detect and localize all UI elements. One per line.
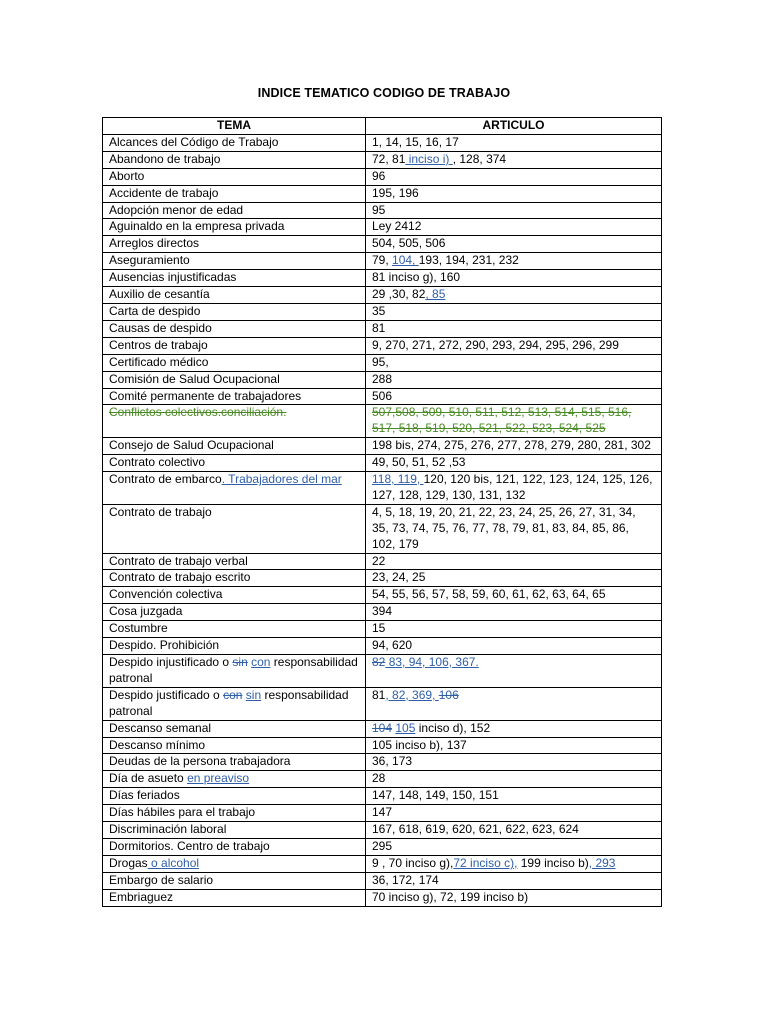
- tema-cell: [103, 320, 366, 337]
- header-row: [103, 118, 662, 135]
- cell-text: Dormitorios. Centro de trabajo: [109, 838, 270, 853]
- cell-text: Adopción menor de edad: [109, 202, 244, 217]
- table-body: [103, 134, 662, 906]
- cell-text: Despido. Prohibición: [109, 638, 220, 653]
- articulo-cell: [366, 303, 662, 320]
- cell-text: 147: [372, 805, 393, 820]
- cell-text: 94, 620: [372, 638, 413, 653]
- cell-text: , 128, 374: [452, 151, 507, 166]
- cell-text: Costumbre: [109, 621, 168, 636]
- cell-text: 198 bis, 274, 275, 276, 277, 278, 279, 280, 281, 302: [372, 438, 651, 453]
- cell-text: inciso d), 152: [415, 720, 491, 735]
- inserted-text: 72 inciso c),: [453, 855, 518, 870]
- cell-text: 95: [372, 202, 386, 217]
- table-row: [103, 855, 662, 872]
- cell-text: Contrato de trabajo escrito: [109, 570, 251, 585]
- cell-text: Accidente de trabajo: [109, 185, 219, 200]
- tema-cell: [103, 270, 366, 287]
- tema-cell: [103, 788, 366, 805]
- articulo-cell: [366, 788, 662, 805]
- inserted-text: 104,: [392, 253, 419, 268]
- deleted-text: con: [223, 687, 243, 702]
- tema-cell: [103, 236, 366, 253]
- articulo-cell: [366, 455, 662, 472]
- tema-cell: [103, 472, 366, 505]
- cell-text: Contrato de embarco: [109, 472, 222, 487]
- articulo-cell: [366, 236, 662, 253]
- tema-cell: [103, 388, 366, 405]
- table-row: [103, 168, 662, 185]
- articulo-cell: [366, 638, 662, 655]
- inserted-text: 83, 94, 106, 367.: [385, 655, 479, 669]
- table-row: [103, 838, 662, 855]
- articulo-cell: [366, 371, 662, 388]
- articulo-cell: [366, 388, 662, 405]
- articulo-cell: [366, 320, 662, 337]
- articulo-cell: [366, 655, 662, 688]
- tema-cell: [103, 287, 366, 304]
- cell-text: Ausencias injustificadas: [109, 270, 237, 285]
- cell-text: 147, 148, 149, 150, 151: [372, 788, 499, 803]
- cell-text: Causas de despido: [109, 320, 212, 335]
- articulo-cell: [366, 151, 662, 168]
- table-row: [103, 754, 662, 771]
- cell-text: 72, 81: [372, 151, 406, 166]
- table-row: [103, 720, 662, 737]
- tema-cell: [103, 337, 366, 354]
- table-row: [103, 253, 662, 270]
- cell-text: 70 inciso g), 72, 199 inciso b): [372, 889, 529, 904]
- cell-text: Descanso semanal: [109, 720, 212, 735]
- inserted-text: con: [251, 655, 271, 669]
- cell-text: 28: [372, 771, 386, 786]
- table-row: [103, 638, 662, 655]
- tema-cell: [103, 405, 366, 438]
- articulo-cell: [366, 754, 662, 771]
- deleted-text: Conflictos colectivos.conciliación.: [109, 405, 287, 420]
- tema-cell: [103, 455, 366, 472]
- cell-text: 288: [372, 371, 393, 386]
- articulo-cell: [366, 472, 662, 505]
- cell-text: Aborto: [109, 168, 145, 183]
- tema-cell: [103, 570, 366, 587]
- inserted-text: , 82, 369,: [385, 687, 439, 702]
- tema-cell: [103, 185, 366, 202]
- articulo-cell: [366, 771, 662, 788]
- tema-cell: [103, 872, 366, 889]
- articulo-cell: [366, 185, 662, 202]
- header-articulo: ARTICULO: [366, 118, 662, 135]
- articulo-cell: [366, 737, 662, 754]
- cell-text: Cosa juzgada: [109, 604, 183, 619]
- inserted-text: sin: [245, 687, 262, 702]
- table-row: [103, 872, 662, 889]
- cell-text: Centros de trabajo: [109, 337, 208, 352]
- articulo-cell: [366, 134, 662, 151]
- deleted-text: 507,508, 509, 510, 511, 512, 513, 514, 515, 516, 517, 518, 519, 520, 521, 522, 523, 524, 525: [372, 405, 632, 436]
- table-row: [103, 354, 662, 371]
- cell-text: 35: [372, 303, 386, 318]
- cell-text: 23, 24, 25: [372, 570, 426, 585]
- articulo-cell: [366, 270, 662, 287]
- tema-cell: [103, 720, 366, 737]
- inserted-text: . Trabajadores del mar: [221, 472, 342, 487]
- cell-text: 1, 14, 15, 16, 17: [372, 134, 459, 149]
- cell-text: Certificado médico: [109, 354, 209, 369]
- cell-text: 9, 270, 271, 272, 290, 293, 294, 295, 296, 299: [372, 337, 619, 352]
- deleted-text: 104: [372, 720, 393, 735]
- cell-text: 4, 5, 18, 19, 20, 21, 22, 23, 24, 25, 26, 27, 31, 34, 35, 73, 74, 75, 76, 77, 78, 79, 81, 83, 84, 85, 86, 102, 179: [372, 504, 636, 551]
- inserted-text: , 85: [425, 287, 446, 302]
- cell-text: Alcances del Código de Trabajo: [109, 134, 279, 149]
- table-row: [103, 151, 662, 168]
- cell-text: Carta de despido: [109, 303, 201, 318]
- table-row: [103, 604, 662, 621]
- table-row: [103, 472, 662, 505]
- document-title: INDICE TEMATICO CODIGO DE TRABAJO: [257, 86, 511, 100]
- cell-text: Contrato de trabajo verbal: [109, 553, 248, 568]
- cell-text: 504, 505, 506: [372, 236, 446, 251]
- table-row: [103, 236, 662, 253]
- inserted-text: 118, 119,: [372, 472, 424, 487]
- tema-cell: [103, 303, 366, 320]
- articulo-cell: [366, 805, 662, 822]
- table-row: [103, 822, 662, 839]
- header-tema: TEMA: [103, 118, 366, 135]
- table-row: [103, 371, 662, 388]
- table-row: [103, 270, 662, 287]
- table-row: [103, 687, 662, 720]
- articulo-cell: [366, 287, 662, 304]
- articulo-cell: [366, 219, 662, 236]
- cell-text: 36, 173: [372, 754, 413, 769]
- table-row: [103, 438, 662, 455]
- cell-text: responsabilidad patronal: [109, 687, 349, 718]
- table-row: [103, 185, 662, 202]
- tema-cell: [103, 805, 366, 822]
- tema-cell: [103, 838, 366, 855]
- articulo-cell: [366, 822, 662, 839]
- index-table: [102, 117, 662, 907]
- cell-text: 167, 618, 619, 620, 621, 622, 623, 624: [372, 822, 579, 837]
- cell-text: Día de asueto: [109, 771, 188, 786]
- cell-text: 79,: [372, 253, 393, 268]
- tema-cell: [103, 737, 366, 754]
- cell-text: 22: [372, 553, 386, 568]
- articulo-cell: [366, 504, 662, 553]
- articulo-cell: [366, 889, 662, 906]
- deleted-text: 82: [372, 655, 386, 669]
- cell-text: Convención colectiva: [109, 587, 223, 602]
- inserted-text: 105: [395, 720, 416, 735]
- table-row: [103, 553, 662, 570]
- cell-text: 81: [372, 687, 386, 702]
- tema-cell: [103, 202, 366, 219]
- cell-text: Descanso mínimo: [109, 737, 206, 752]
- cell-text: Abandono de trabajo: [109, 151, 221, 166]
- cell-text: 81 inciso g), 160: [372, 270, 461, 285]
- table-row: [103, 771, 662, 788]
- cell-text: 54, 55, 56, 57, 58, 59, 60, 61, 62, 63, 64, 65: [372, 587, 606, 602]
- deleted-text: 106: [438, 687, 459, 702]
- cell-text: Ley 2412: [372, 219, 422, 234]
- articulo-cell: [366, 253, 662, 270]
- cell-text: Despido injustificado o: [109, 655, 233, 669]
- tema-cell: [103, 219, 366, 236]
- deleted-text: sin: [232, 655, 248, 669]
- articulo-cell: [366, 720, 662, 737]
- cell-text: 96: [372, 168, 386, 183]
- cell-text: Despido justificado o: [109, 687, 224, 702]
- table-row: [103, 587, 662, 604]
- cell-text: Drogas: [109, 855, 148, 870]
- cell-text: 95,: [372, 354, 389, 369]
- tema-cell: [103, 604, 366, 621]
- tema-cell: [103, 687, 366, 720]
- articulo-cell: [366, 872, 662, 889]
- articulo-cell: [366, 687, 662, 720]
- table-row: [103, 337, 662, 354]
- tema-cell: [103, 151, 366, 168]
- table-row: [103, 388, 662, 405]
- table-row: [103, 737, 662, 754]
- articulo-cell: [366, 604, 662, 621]
- cell-text: Auxilio de cesantía: [109, 287, 210, 302]
- cell-text: 199 inciso b): [517, 855, 589, 870]
- tema-cell: [103, 638, 366, 655]
- articulo-cell: [366, 570, 662, 587]
- articulo-cell: [366, 587, 662, 604]
- tema-cell: [103, 371, 366, 388]
- cell-text: Embriaguez: [109, 889, 174, 904]
- table-row: [103, 621, 662, 638]
- cell-text: 15: [372, 621, 386, 636]
- articulo-cell: [366, 553, 662, 570]
- cell-text: Embargo de salario: [109, 872, 214, 887]
- articulo-cell: [366, 202, 662, 219]
- cell-text: Comité permanente de trabajadores: [109, 388, 302, 403]
- table-row: [103, 504, 662, 553]
- table-row: [103, 570, 662, 587]
- cell-text: responsabilidad patronal: [109, 655, 358, 685]
- cell-text: Contrato de trabajo: [109, 504, 212, 519]
- tema-cell: [103, 771, 366, 788]
- inserted-text: , 293: [588, 855, 616, 870]
- cell-text: 193, 194, 231, 232: [418, 253, 519, 268]
- cell-text: Consejo de Salud Ocupacional: [109, 438, 274, 453]
- table-row: [103, 287, 662, 304]
- tema-cell: [103, 253, 366, 270]
- articulo-cell: [366, 337, 662, 354]
- cell-text: Arreglos directos: [109, 236, 200, 251]
- cell-text: Aguinaldo en la empresa privada: [109, 219, 285, 234]
- table-row: [103, 303, 662, 320]
- articulo-cell: [366, 405, 662, 438]
- cell-text: 120, 120 bis, 121, 122, 123, 124, 125, 126, 127, 128, 129, 130, 131, 132: [372, 472, 653, 502]
- table-row: [103, 455, 662, 472]
- cell-text: Comisión de Salud Ocupacional: [109, 371, 280, 386]
- table-row: [103, 889, 662, 906]
- tema-cell: [103, 655, 366, 688]
- table-row: [103, 320, 662, 337]
- table-row: [103, 805, 662, 822]
- tema-cell: [103, 504, 366, 553]
- tema-cell: [103, 855, 366, 872]
- cell-text: 29 ,30, 82: [372, 287, 426, 302]
- inserted-text: o alcohol: [147, 855, 200, 870]
- cell-text: 49, 50, 51, 52 ,53: [372, 455, 466, 470]
- cell-text: 105 inciso b), 137: [372, 737, 467, 752]
- table-row: [103, 202, 662, 219]
- cell-text: Días hábiles para el trabajo: [109, 805, 256, 820]
- inserted-text: inciso i): [405, 151, 453, 166]
- cell-text: 81: [372, 320, 386, 335]
- cell-text: 9 , 70 inciso g),: [372, 855, 454, 870]
- articulo-cell: [366, 438, 662, 455]
- cell-text: Aseguramiento: [109, 253, 190, 268]
- tema-cell: [103, 168, 366, 185]
- tema-cell: [103, 822, 366, 839]
- tema-cell: [103, 621, 366, 638]
- inserted-text: en preaviso: [187, 771, 250, 786]
- cell-text: Discriminación laboral: [109, 822, 227, 837]
- articulo-cell: [366, 838, 662, 855]
- table-row: [103, 788, 662, 805]
- cell-text: 36, 172, 174: [372, 872, 439, 887]
- cell-text: Contrato colectivo: [109, 455, 206, 470]
- cell-text: 394: [372, 604, 393, 619]
- table-row: [103, 405, 662, 438]
- articulo-cell: [366, 354, 662, 371]
- tema-cell: [103, 754, 366, 771]
- cell-text: 295: [372, 838, 393, 853]
- tema-cell: [103, 889, 366, 906]
- tema-cell: [103, 354, 366, 371]
- tema-cell: [103, 587, 366, 604]
- table-row: [103, 219, 662, 236]
- cell-text: Días feriados: [109, 788, 180, 803]
- tema-cell: [103, 134, 366, 151]
- cell-text: 195, 196: [372, 185, 419, 200]
- articulo-cell: [366, 168, 662, 185]
- table-row: [103, 134, 662, 151]
- articulo-cell: [366, 855, 662, 872]
- articulo-cell: [366, 621, 662, 638]
- table-row: [103, 655, 662, 688]
- cell-text: 506: [372, 388, 393, 403]
- tema-cell: [103, 438, 366, 455]
- tema-cell: [103, 553, 366, 570]
- cell-text: Deudas de la persona trabajadora: [109, 754, 291, 769]
